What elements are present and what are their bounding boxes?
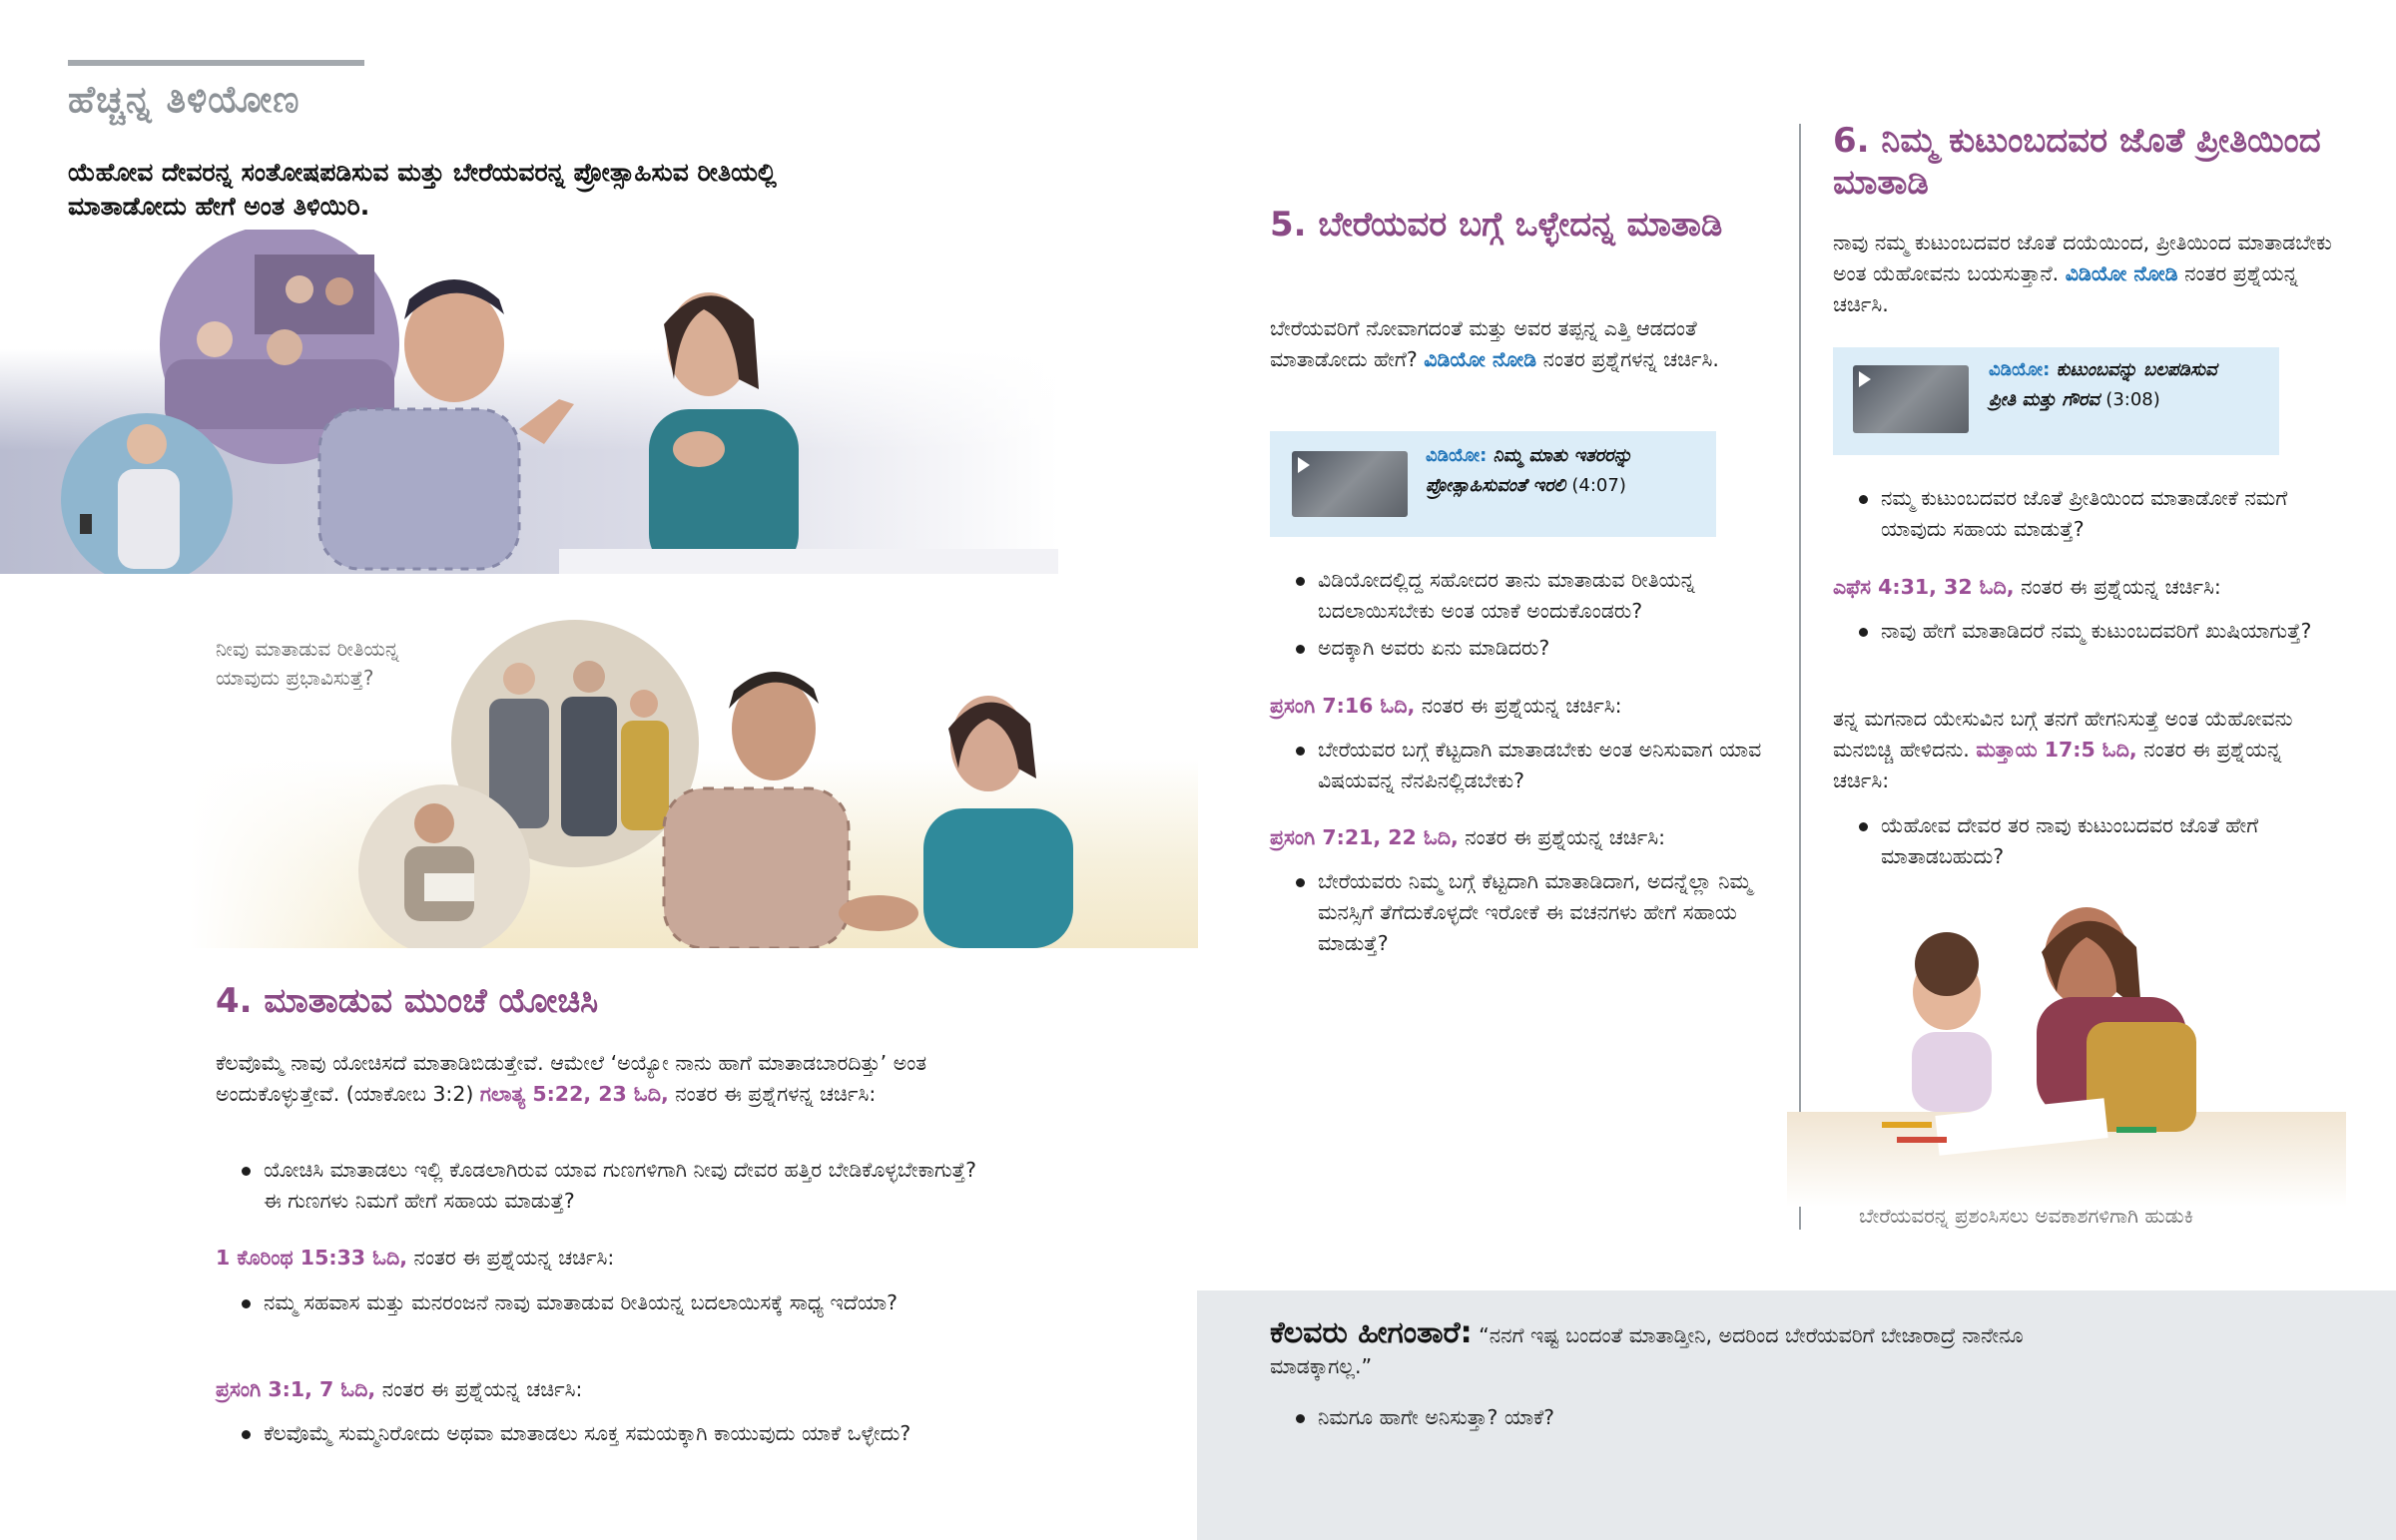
section6-para3-text: ತನ್ನ ಮಗನಾದ ಯೇಸುವಿನ ಬಗ್ಗೆ ತನಗೆ ಹೇಗನಿಸುತ್ತೆ ಅಂತ ಯೆಹೋವನು ಮನಬಿಚ್ಚಿ ಹೇಳಿದನು. xyxy=(1833,707,2293,762)
scripture-link-1-corinthians[interactable]: 1 ಕೊರಿಂಥ 15:33 ಓದಿ, xyxy=(216,1246,408,1270)
video-thumbnail[interactable] xyxy=(1292,451,1408,517)
scripture-link-ephesians[interactable]: ಎಫೆಸ 4:31, 32 ಓದಿ, xyxy=(1833,575,2015,599)
video-card-family[interactable] xyxy=(1833,347,2279,455)
ref-instruction: ನಂತರ ಈ ಪ್ರಶ್ನೆಯನ್ನ ಚರ್ಚಿಸಿ: xyxy=(381,1377,583,1401)
ref-instruction: ನಂತರ ಈ ಪ್ರಶ್ನೆಯನ್ನ ಚರ್ಚಿಸಿ: xyxy=(413,1246,615,1270)
section6-ref2-line xyxy=(1833,572,2332,603)
section6-heading: 6. ನಿಮ್ಮ ಕುಟುಂಬದವರ ಜೊತೆ ಪ್ರೀತಿಯಿಂದ ಮಾತಾಡಿ xyxy=(1833,121,2321,203)
list-item: ವಿಡಿಯೋದಲ್ಲಿದ್ದ ಸಹೋದರ ತಾನು ಮಾತಾಡುವ ರೀತಿಯನ್ನ ಬದಲಾಯಿಸಬೇಕು ಅಂತ ಯಾಕೆ ಅಂದುಕೊಂಡರು? xyxy=(1292,565,1781,627)
video-title-text: ನಿಮ್ಮ ಮಾತು ಇತರರನ್ನು ಪ್ರೋತ್ಸಾಹಿಸುವಂತೆ ಇರಲಿ xyxy=(1426,445,1632,496)
scripture-link-galatians[interactable]: ಗಲಾತ್ಯ 5:22, 23 ಓದಿ, xyxy=(479,1082,669,1106)
illustration-conversation xyxy=(190,619,1198,948)
watch-video-link[interactable]: ವಿಡಿಯೋ ನೋಡಿ xyxy=(2065,261,2178,285)
section6-paragraph xyxy=(1833,228,2332,320)
section6-para3-end: ನಂತರ ಈ ಪ್ರಶ್ನೆಯನ್ನ ಚರ್ಚಿಸಿ: xyxy=(1833,738,2282,792)
illustration-caption: ನೀವು ಮಾತಾಡುವ ರೀತಿಯನ್ನ ಯಾವುದು ಪ್ರಭಾವಿಸುತ್ತೆ? xyxy=(216,637,399,690)
section6-questions-3 xyxy=(1855,810,2344,878)
list-item: ನಮ್ಮ ಕುಟುಂಬದವರ ಜೊತೆ ಪ್ರೀತಿಯಿಂದ ಮಾತಾಡೋಕೆ ನಮಗೆ ಯಾವುದು ಸಹಾಯ ಮಾಡುತ್ತೆ? xyxy=(1855,483,2344,545)
section5-heading: 5. ಬೇರೆಯವರ ಬಗ್ಗೆ ಒಳ್ಳೇದನ್ನ ಮಾತಾಡಿ xyxy=(1270,205,1723,245)
scripture-link-matthew[interactable]: ಮತ್ತಾಯ 17:5 ಓದಿ, xyxy=(1976,738,2137,762)
list-item: ನಾವು ಹೇಗೆ ಮಾತಾಡಿದರೆ ನಮ್ಮ ಕುಟುಂಬದವರಿಗೆ ಖುಷಿಯಾಗುತ್ತೆ? xyxy=(1855,616,2344,647)
ref-instruction: ನಂತರ ಈ ಪ್ರಶ್ನೆಯನ್ನ ಚರ್ಚಿಸಿ: xyxy=(1465,825,1665,849)
video-label: ವಿಡಿಯೋ: xyxy=(1989,359,2051,380)
page-title: ಹೆಚ್ಚನ್ನ ತಿಳಿಯೋಣ xyxy=(68,78,300,121)
title-rule xyxy=(68,60,364,66)
section6-paragraph-3 xyxy=(1833,704,2332,796)
list-item: ನಿಮಗೂ ಹಾಗೇ ಅನಿಸುತ್ತಾ? ಯಾಕೆ? xyxy=(1292,1402,1991,1433)
video-card-encourage[interactable] xyxy=(1270,431,1716,537)
section4-questions-3 xyxy=(238,1418,976,1455)
section5-questions-3 xyxy=(1292,866,1781,965)
section4-para-text: ಕೆಲವೊಮ್ಮೆ ನಾವು ಯೋಚಿಸದೆ ಮಾತಾಡಿಬಿಡುತ್ತೇವೆ. ಆಮೇಲೆ ‘ಅಯ್ಯೋ ನಾನು ಹಾಗೆ ಮಾತಾಡಬಾರದಿತ್ತು’ ಅಂತ ಅಂದುಕೊಳ್ಳುತ್ತೇವೆ. (ಯಾಕೋಬ 3:2) xyxy=(216,1051,927,1106)
section6-para-end: ನಂತರ ಪ್ರಶ್ನೆಯನ್ನ ಚರ್ಚಿಸಿ. xyxy=(1833,261,2298,316)
some-say-content xyxy=(1270,1317,2029,1382)
video-duration: (3:08) xyxy=(2105,389,2160,410)
video-title[interactable] xyxy=(1989,355,2248,415)
section4-ref3-line xyxy=(216,1374,984,1405)
scripture-link-ecclesiastes[interactable]: ಪ್ರಸಂಗಿ 3:1, 7 ಓದಿ, xyxy=(216,1377,376,1401)
ref-instruction: ನಂತರ ಈ ಪ್ರಶ್ನೆಯನ್ನ ಚರ್ಚಿಸಿ: xyxy=(2021,575,2221,599)
scripture-link-ecclesiastes-7-16[interactable]: ಪ್ರಸಂಗಿ 7:16 ಓದಿ, xyxy=(1270,694,1416,718)
section4-questions-2 xyxy=(238,1287,976,1324)
section5-paragraph xyxy=(1270,313,1769,375)
list-item: ಬೇರೆಯವರ ಬಗ್ಗೆ ಕೆಟ್ಟದಾಗಿ ಮಾತಾಡಬೇಕು ಅಂತ ಅನಿಸುವಾಗ ಯಾವ ವಿಷಯವನ್ನ ನೆನಪಿನಲ್ಲಿಡಬೇಕು? xyxy=(1292,735,1781,796)
section4-questions-1 xyxy=(238,1155,976,1223)
ref-instruction: ನಂತರ ಈ ಪ್ರಶ್ನೆಯನ್ನ ಚರ್ಚಿಸಿ: xyxy=(1421,694,1622,718)
section6-caption: ಬೇರೆಯವರನ್ನ ಪ್ರಶಂಸಿಸಲು ಅವಕಾಶಗಳಿಗಾಗಿ ಹುಡುಕಿ xyxy=(1859,1204,2194,1228)
section6-para-text: ನಾವು ನಮ್ಮ ಕುಟುಂಬದವರ ಜೊತೆ ದಯೆಯಿಂದ, ಪ್ರೀತಿಯಿಂದ ಮಾತಾಡಬೇಕು ಅಂತ ಯೆಹೋವನು ಬಯಸುತ್ತಾನೆ. xyxy=(1833,231,2332,285)
some-say-quote: “ನನಗೆ ಇಷ್ಟ ಬಂದಂತೆ ಮಾತಾಡ್ತೀನಿ, ಅದರಿಂದ ಬೇರೆಯವರಿಗೆ ಬೇಜಾರಾದ್ರೆ ನಾನೇನೂ ಮಾಡಕ್ಕಾಗಲ್ಲ.” xyxy=(1270,1323,2024,1378)
section5-ref2-line xyxy=(1270,691,1769,722)
list-item: ಅದಕ್ಕಾಗಿ ಅವರು ಏನು ಮಾಡಿದರು? xyxy=(1292,633,1781,664)
video-thumbnail[interactable] xyxy=(1853,365,1969,433)
video-title-text: ಕುಟುಂಬವನ್ನು ಬಲಪಡಿಸುವ ಪ್ರೀತಿ ಮತ್ತು ಗೌರವ xyxy=(1989,359,2217,410)
video-duration: (4:07) xyxy=(1571,475,1626,496)
list-item: ನಮ್ಮ ಸಹವಾಸ ಮತ್ತು ಮನರಂಜನೆ ನಾವು ಮಾತಾಡುವ ರೀತಿಯನ್ನ ಬದಲಾಯಿಸಕ್ಕೆ ಸಾಧ್ಯ ಇದೆಯಾ? xyxy=(238,1287,976,1318)
section4-para-end: ನಂತರ ಈ ಪ್ರಶ್ನೆಗಳನ್ನ ಚರ್ಚಿಸಿ: xyxy=(675,1082,877,1106)
watch-video-link[interactable]: ವಿಡಿಯೋ ನೋಡಿ xyxy=(1424,347,1537,371)
illustration-mother-child xyxy=(1787,882,2346,1207)
list-item: ಬೇರೆಯವರು ನಿಮ್ಮ ಬಗ್ಗೆ ಕೆಟ್ಟದಾಗಿ ಮಾತಾಡಿದಾಗ, ಅದನ್ನೆಲ್ಲಾ ನಿಮ್ಮ ಮನಸ್ಸಿಗೆ ತೆಗೆದುಕೊಳ್ಳದೇ ಇರೋಕೆ ಈ ವಚನಗಳು ಹೇಗೆ ಸಹಾಯ ಮಾಡುತ್ತೆ? xyxy=(1292,866,1781,959)
section5-para-text: ಬೇರೆಯವರಿಗೆ ನೋವಾಗದಂತೆ ಮತ್ತು ಅವರ ತಪ್ಪನ್ನ ಎತ್ತಿ ಆಡದಂತೆ ಮಾತಾಡೋದು ಹೇಗೆ? xyxy=(1270,316,1697,371)
list-item: ಕೆಲವೊಮ್ಮೆ ಸುಮ್ಮನಿರೋದು ಅಥವಾ ಮಾತಾಡಲು ಸೂಕ್ತ ಸಮಯಕ್ಕಾಗಿ ಕಾಯುವುದು ಯಾಕೆ ಒಳ್ಳೇದು? xyxy=(238,1418,976,1449)
section6-questions-2 xyxy=(1855,616,2344,653)
play-icon xyxy=(1298,457,1310,473)
section4-ref2-line xyxy=(216,1243,984,1274)
section4-paragraph xyxy=(216,1048,984,1110)
some-say-questions xyxy=(1292,1402,1991,1439)
intro-text: ಯೆಹೋವ ದೇವರನ್ನ ಸಂತೋಷಪಡಿಸುವ ಮತ್ತು ಬೇರೆಯವರನ್ನ ಪ್ರೋತ್ಸಾಹಿಸುವ ರೀತಿಯಲ್ಲಿ ಮಾತಾಡೋದು ಹೇಗೆ ಅಂತ ತಿಳಿಯಿರಿ. xyxy=(68,158,777,221)
section6-questions-1 xyxy=(1855,483,2344,551)
section5-questions-2 xyxy=(1292,735,1781,802)
section5-questions-1 xyxy=(1292,565,1781,670)
section5-para-end: ನಂತರ ಪ್ರಶ್ನೆಗಳನ್ನ ಚರ್ಚಿಸಿ. xyxy=(1542,347,1719,371)
some-say-label: ಕೆಲವರು ಹೀಗಂತಾರೆ: xyxy=(1270,1315,1473,1350)
video-title[interactable] xyxy=(1426,441,1705,501)
play-icon xyxy=(1859,371,1871,387)
list-item: ಯೆಹೋವ ದೇವರ ತರ ನಾವು ಕುಟುಂಬದವರ ಜೊತೆ ಹೇಗೆ ಮಾತಾಡಬಹುದು? xyxy=(1855,810,2344,872)
video-label: ವಿಡಿಯೋ: xyxy=(1426,445,1488,466)
section5-ref3-line xyxy=(1270,822,1769,853)
scripture-link-ecclesiastes-7-21[interactable]: ಪ್ರಸಂಗಿ 7:21, 22 ಓದಿ, xyxy=(1270,825,1459,849)
illustration-argument xyxy=(0,230,1058,574)
section4-heading: 4. ಮಾತಾಡುವ ಮುಂಚೆ ಯೋಚಿಸಿ xyxy=(216,981,599,1021)
list-item: ಯೋಚಿಸಿ ಮಾತಾಡಲು ಇಲ್ಲಿ ಕೊಡಲಾಗಿರುವ ಯಾವ ಗುಣಗಳಿಗಾಗಿ ನೀವು ದೇವರ ಹತ್ತಿರ ಬೇಡಿಕೊಳ್ಳಬೇಕಾಗುತ್ತೆ? ಈ ಗುಣಗಳು ನಿಮಗೆ ಹೇಗೆ ಸಹಾಯ ಮಾಡುತ್ತೆ? xyxy=(238,1155,976,1217)
